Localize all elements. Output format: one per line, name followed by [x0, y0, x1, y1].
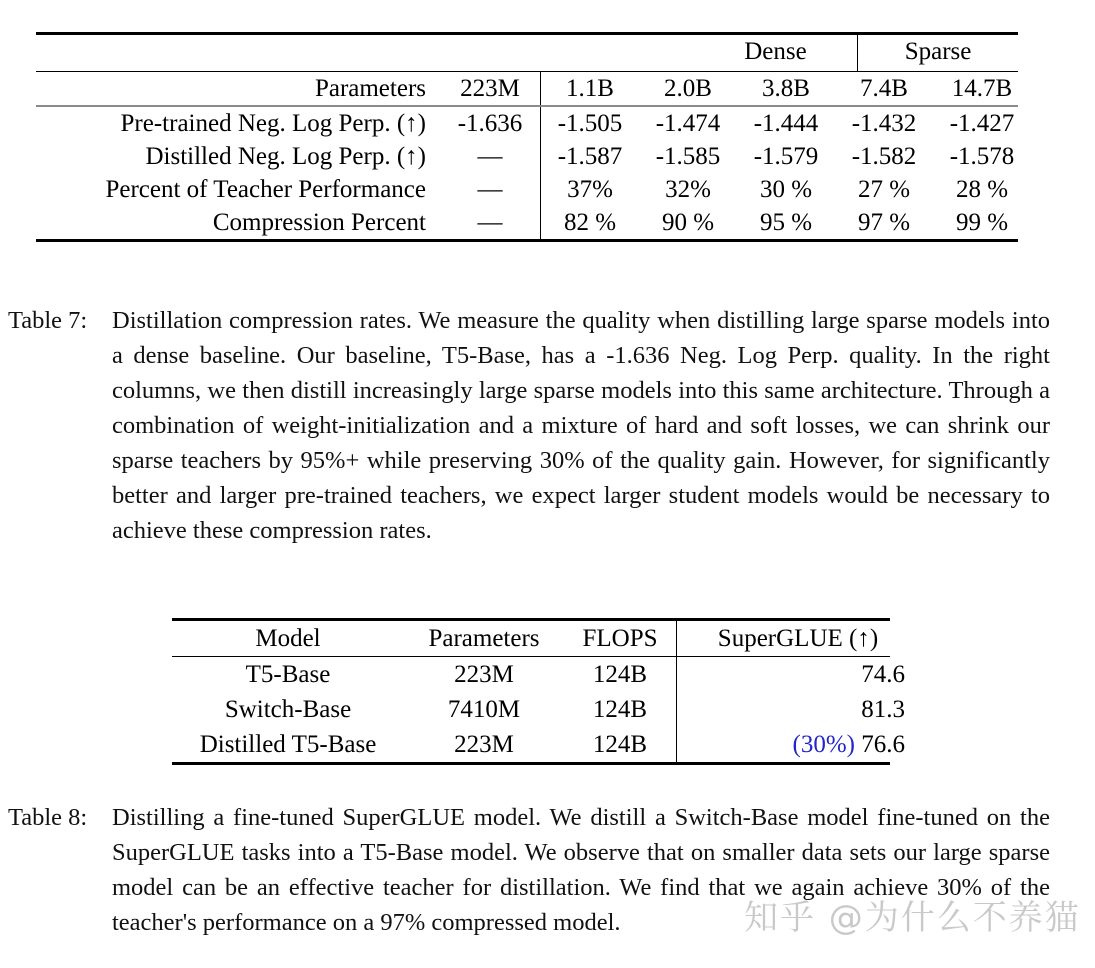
table-7-bottom-rule: [36, 239, 1018, 242]
table-8: [172, 618, 905, 765]
table-7-group-header-dense: Dense: [744, 38, 807, 65]
table-8-row-1-parameters: 7410M: [447, 696, 521, 723]
table-8-row-2-flops: 124B: [592, 731, 648, 758]
table-7-parameters-dense: 223M: [460, 75, 520, 102]
table-7: [36, 32, 1018, 242]
table-7-group-header-blank: [36, 35, 694, 71]
table-7-body-grid: [36, 107, 1031, 239]
table-8-header-grid: [172, 621, 905, 656]
table-7-parameters-sparse-0: 1.1B: [541, 72, 640, 105]
table-8-row-1-superglue: [677, 692, 914, 727]
table-7-group-header-sparse: Sparse: [858, 35, 1018, 71]
table-7-row-3-sparse-4: 99 %: [955, 209, 1009, 236]
table-8-caption-body: Distilling a fine-tuned SuperGLUE model. We distill a Switch-Base model fine-tuned on the SuperGLUE tasks into a T5-Base model. We observe that on smaller data sets our large sparse model can be an effective teacher for distillation. We find that we again achieve 30% of the teacher's performance on a 97% compressed model.: [112, 804, 1050, 936]
table-8-row-2-model: Distilled T5-Base: [199, 731, 377, 758]
table-8-header-parameters: Parameters: [428, 625, 540, 652]
table-row: [36, 206, 1031, 239]
table-7-caption-body: Distillation compression rates. We measure the quality when distilling large sparse models into a dense baseline. Our baseline, T5-Base, has a -1.636 Neg. Log Perp. quality. In the right columns, we then distill increasingly large sparse models into this same architecture. Through a combination of weight-initialization and a mixture of hard and soft losses, we can shrink our sparse teachers by 95%+ while preserving 30% of the quality gain. However, for significantly better and larger pre-trained teachers, we expect larger student models would be necessary to achieve these compression rates.: [112, 307, 1050, 544]
table-7-caption-label: Table 7:: [8, 307, 88, 334]
table-row: [172, 692, 913, 727]
table-8-row-2-superglue-value: 76.6: [861, 731, 905, 758]
table-8-row-2-parameters: 223M: [454, 731, 514, 758]
table-7-grid: [36, 35, 1018, 71]
table-row: [36, 140, 1031, 173]
table-8-header-superglue: SuperGLUE (↑): [677, 621, 906, 656]
table-8-row-0-superglue: [677, 657, 914, 692]
table-7-row-2-sparse-1: 32%: [665, 176, 711, 203]
table-7-parameters-sparse-1: 2.0B: [664, 75, 712, 102]
table-row: [172, 727, 913, 762]
table-8-header-flops: FLOPS: [582, 625, 658, 652]
table-7-row-0-dense: -1.636: [457, 110, 523, 137]
table-7-row-3-label: Compression Percent: [212, 209, 426, 236]
table-8-caption: [8, 800, 1050, 940]
table-7-row-1-sparse-2: -1.579: [753, 143, 819, 170]
table-row: [36, 107, 1031, 140]
table-7-row-1-sparse-0: -1.587: [541, 140, 640, 173]
table-7-row-2-sparse-4: 28 %: [955, 176, 1009, 203]
table-8-row-0-parameters: 223M: [454, 661, 514, 688]
table-8-row-1-superglue-value: 81.3: [861, 696, 905, 723]
table-7-caption: [8, 303, 1050, 548]
table-7-row-1-sparse-3: -1.582: [851, 143, 917, 170]
table-7-row-2-sparse-0: 37%: [541, 173, 640, 206]
table-8-caption-label: Table 8:: [8, 804, 88, 831]
table-8-header-model: Model: [255, 625, 321, 652]
table-8-row-0-flops: 124B: [592, 661, 648, 688]
table-7-row-3-dense: —: [477, 209, 503, 236]
table-7-row-1-label: Distilled Neg. Log Perp. (↑): [145, 143, 426, 170]
table-8-body-grid: [172, 657, 913, 762]
table-8-row-2-superglue-pct: (30%): [792, 731, 862, 758]
table-row: [36, 173, 1031, 206]
table-7-row-2-sparse-3: 27 %: [857, 176, 911, 203]
table-7-parameters-sparse-4: 14.7B: [951, 75, 1013, 102]
table-7-row-0-sparse-2: -1.444: [753, 110, 819, 137]
table-7-row-3-sparse-1: 90 %: [661, 209, 715, 236]
table-7-row-2-label: Percent of Teacher Performance: [105, 176, 426, 203]
table-7-row-2-sparse-2: 30 %: [759, 176, 813, 203]
table-8-row-1-flops: 124B: [592, 696, 648, 723]
table-8-bottom-rule: [172, 762, 890, 765]
table-8-row-0-model: T5-Base: [245, 661, 331, 688]
table-row: [172, 657, 913, 692]
table-7-row-0-sparse-4: -1.427: [949, 110, 1015, 137]
table-7-row-3-sparse-2: 95 %: [759, 209, 813, 236]
table-7-parameters-label: Parameters: [314, 75, 426, 102]
table-7-row-3-sparse-0: 82 %: [541, 206, 640, 239]
table-7-row-0-sparse-0: -1.505: [541, 107, 640, 140]
table-8-header-row: [172, 621, 905, 656]
table-7-row-0-sparse-3: -1.432: [851, 110, 917, 137]
table-7-row-0-label: Pre-trained Neg. Log Perp. (↑): [120, 110, 426, 137]
table-8-row-0-superglue-value: 74.6: [861, 661, 905, 688]
table-7-row-2-dense: —: [477, 176, 503, 203]
zhihu-watermark: 知乎 @为什么不养猫: [744, 898, 1081, 938]
table-8-row-1-model: Switch-Base: [224, 696, 352, 723]
table-7-row-3-sparse-3: 97 %: [857, 209, 911, 236]
table-8-row-2-superglue: [677, 727, 914, 762]
table-7-row-1-sparse-1: -1.585: [655, 143, 721, 170]
table-7-row-1-sparse-4: -1.578: [949, 143, 1015, 170]
table-7-row-0-sparse-1: -1.474: [655, 110, 721, 137]
table-7-parameters-sparse-2: 3.8B: [762, 75, 810, 102]
table-7-parameters-row: [36, 72, 1031, 105]
table-7-parameters-sparse-3: 7.4B: [860, 75, 908, 102]
table-7-row-1-dense: —: [477, 143, 503, 170]
table-7-group-header-row: [36, 35, 1018, 71]
table-7-params-row-grid: [36, 72, 1031, 105]
